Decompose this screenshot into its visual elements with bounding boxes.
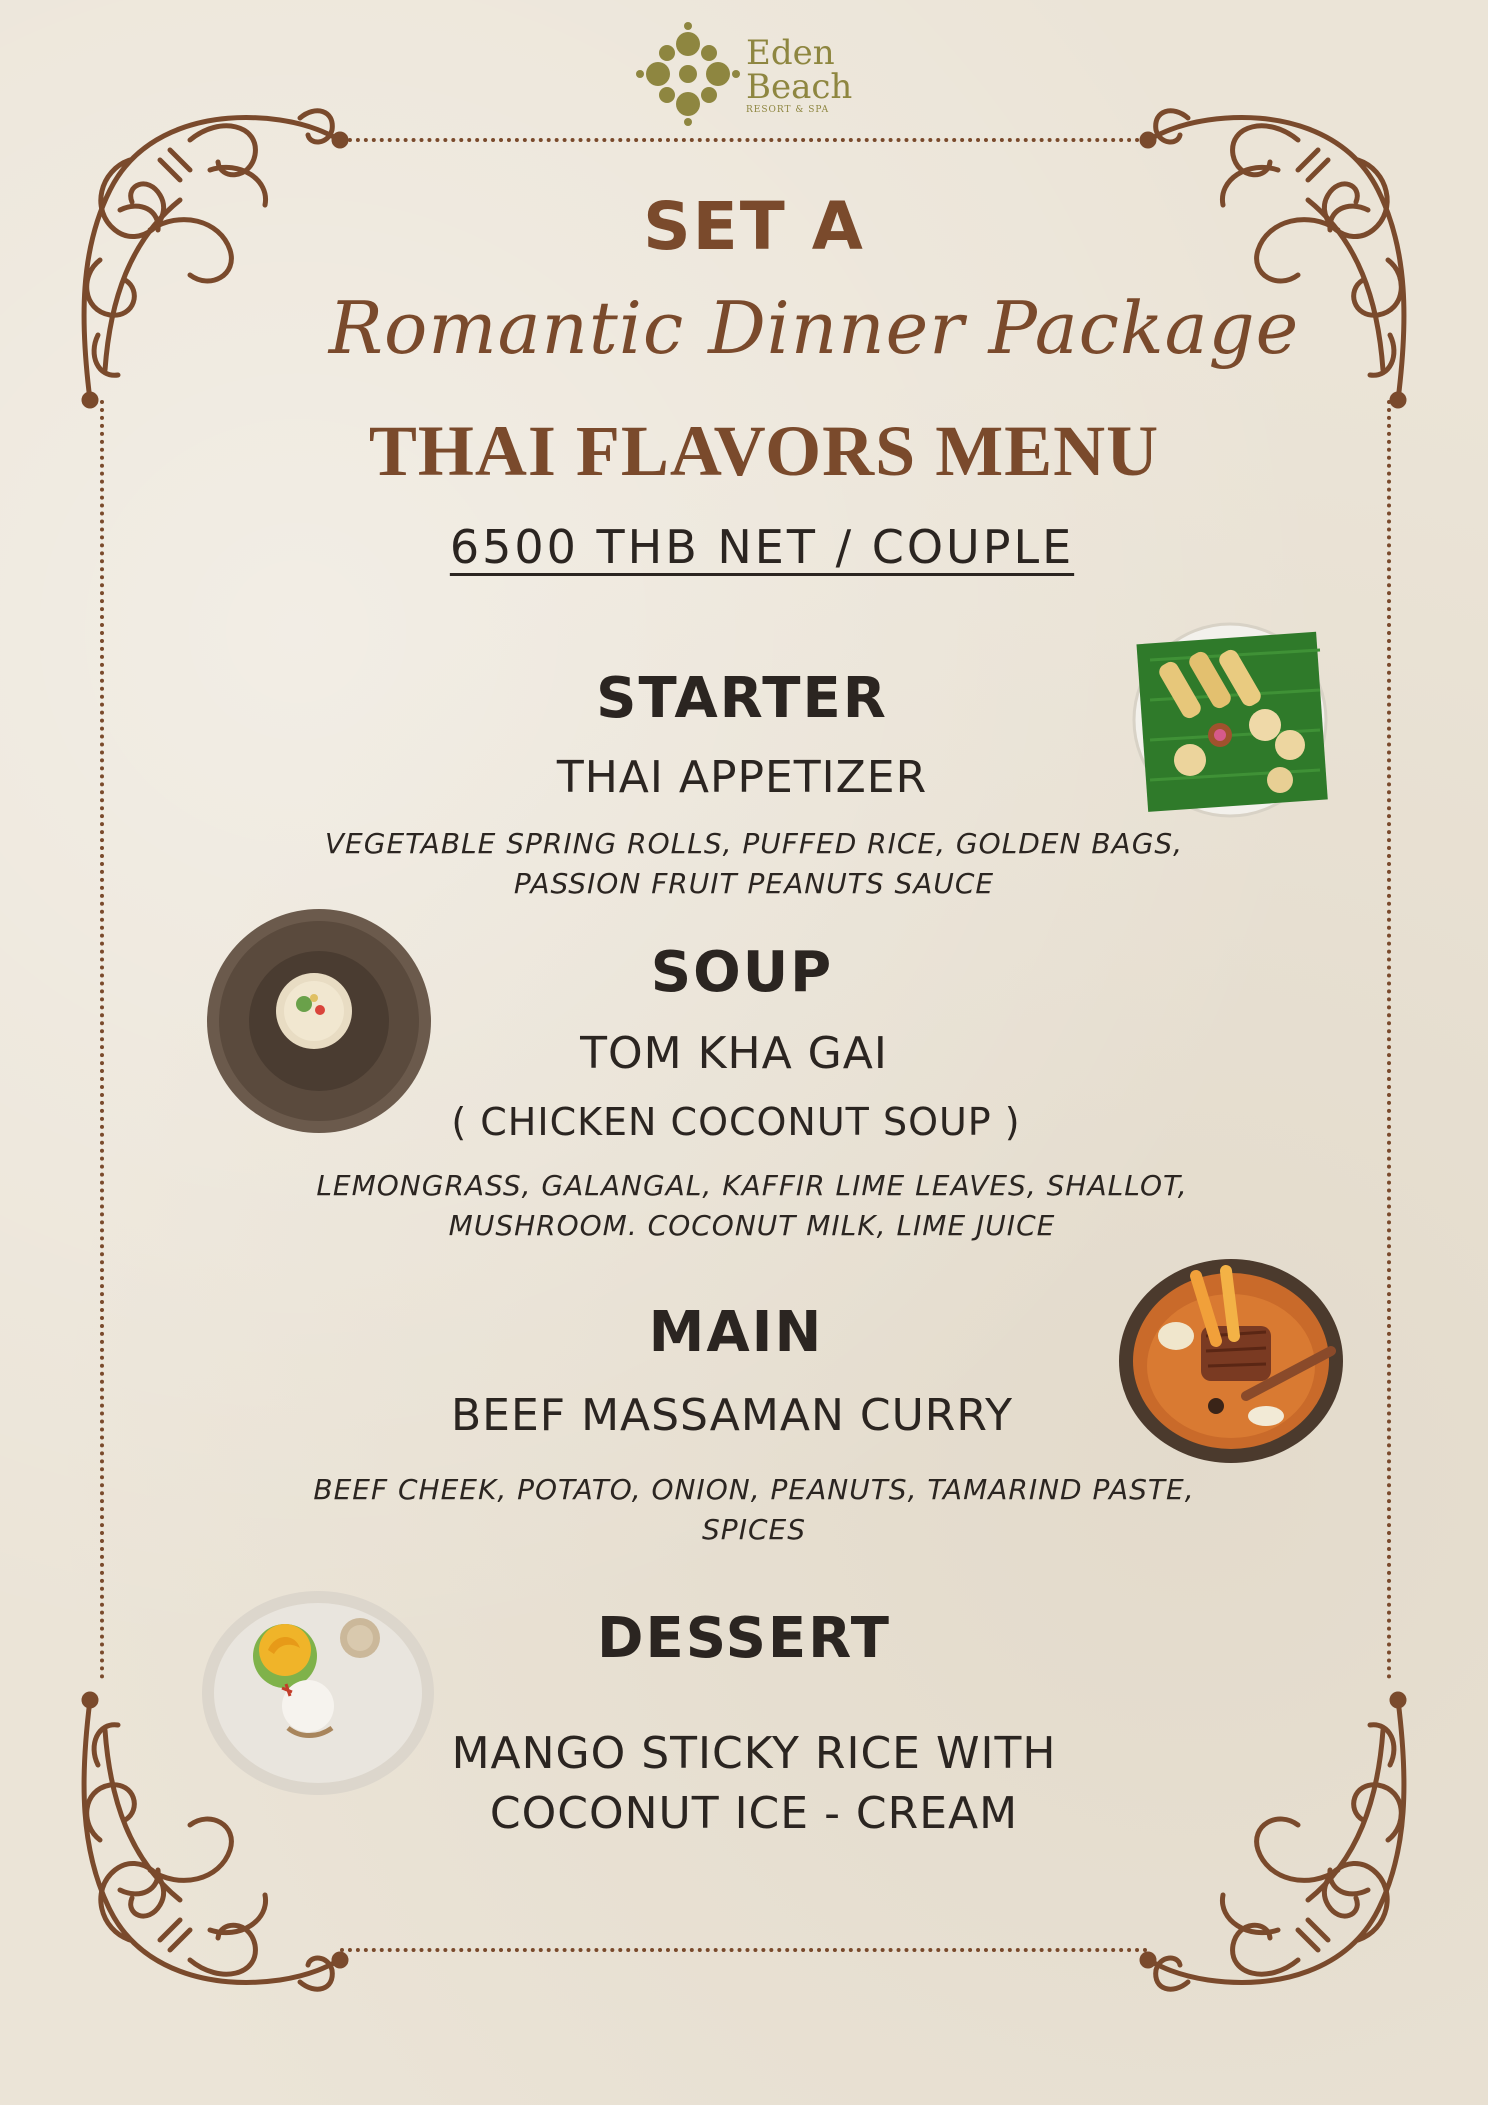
logo-line-1: Eden <box>746 33 835 73</box>
main-dish-name: BEEF MASSAMAN CURRY <box>450 1390 1014 1441</box>
logo-wordmark <box>746 33 853 116</box>
dessert-dish-line-1: MANGO STICKY RICE WITH <box>451 1728 1057 1779</box>
flower-logo-icon <box>636 22 740 126</box>
logo-line-2: Beach <box>746 67 853 107</box>
soup-description-line-2: MUSHROOM. COCONUT MILK, LIME JUICE <box>448 1209 1056 1242</box>
main-heading: MAIN <box>648 1300 824 1365</box>
starter-heading: STARTER <box>596 666 888 731</box>
soup-description-line-1: LEMONGRASS, GALANGAL, KAFFIR LIME LEAVES, SHALLOT, <box>316 1169 1188 1202</box>
menu-title: THAI FLAVORS MENU <box>368 411 1160 491</box>
frame-bottom-border <box>340 1948 1148 1952</box>
soup-bowl-photo <box>204 906 434 1136</box>
frame-top-border <box>340 138 1148 142</box>
logo-tagline: RESORT & SPA <box>746 105 830 115</box>
starter-plate-photo <box>1130 620 1330 820</box>
dessert-plate-photo <box>200 1588 436 1798</box>
starter-description-line-2: PASSION FRUIT PEANUTS SAUCE <box>513 867 995 900</box>
dessert-dish-line-2: COCONUT ICE - CREAM <box>489 1788 1019 1839</box>
soup-dish-name: TOM KHA GAI <box>580 1028 888 1079</box>
price-text: 6500 THB NET / COUPLE <box>449 520 1075 574</box>
dessert-heading: DESSERT <box>597 1606 891 1671</box>
set-title: SET A <box>643 188 865 265</box>
starter-description-line-1: VEGETABLE SPRING ROLLS, PUFFED RICE, GOLDEN BAGS, <box>324 827 1184 860</box>
starter-dish-name: THAI APPETIZER <box>556 752 928 803</box>
price-line <box>18 520 1488 574</box>
soup-dish-subtitle: ( CHICKEN COCONUT SOUP ) <box>451 1100 1021 1144</box>
soup-heading: SOUP <box>650 940 834 1005</box>
package-script-title: Romantic Dinner Package <box>328 286 1300 370</box>
main-description-line-1: BEEF CHEEK, POTATO, ONION, PEANUTS, TAMARIND PASTE, <box>313 1473 1195 1506</box>
main-curry-bowl-photo <box>1116 1256 1346 1466</box>
main-description-line-2: SPICES <box>702 1513 806 1546</box>
eden-beach-logo <box>636 18 876 128</box>
